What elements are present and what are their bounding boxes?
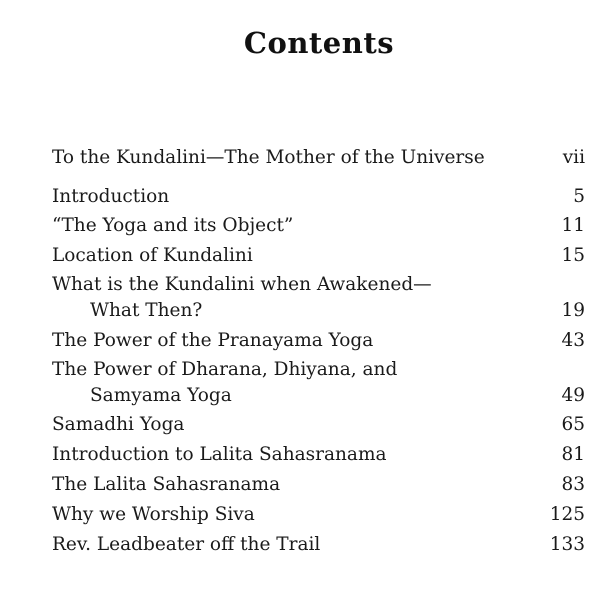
toc-entry-title: The Lalita Sahasranama	[52, 474, 281, 495]
toc-entry-title: The Power of the Pranayama Yoga	[52, 330, 374, 351]
toc-entry-page: 43	[561, 330, 585, 351]
toc-entry-title: Rev. Leadbeater off the Trail	[52, 534, 321, 555]
toc-entry-page: 125	[549, 504, 585, 525]
toc-entry-page: 5	[573, 186, 585, 207]
toc-entry	[52, 412, 585, 438]
toc-entry-page: 15	[561, 245, 585, 266]
toc-entry-title: Samadhi Yoga	[52, 414, 185, 435]
toc-entry-page: 133	[549, 534, 585, 555]
toc-entry	[52, 184, 585, 210]
toc-entry-page: 19	[561, 300, 585, 321]
toc-entry-page: 65	[561, 414, 585, 435]
toc-entry-page: 49	[561, 385, 585, 406]
toc-entry	[52, 145, 585, 171]
page-title: Contents	[243, 26, 395, 60]
toc-entry	[52, 532, 585, 558]
toc-entry	[52, 502, 585, 528]
toc-entry-title: To the Kundalini—The Mother of the Universe	[52, 147, 485, 168]
toc-entry	[52, 213, 585, 239]
toc-entry	[52, 328, 585, 354]
toc-entry	[52, 472, 585, 498]
toc-entry-title: The Power of Dharana, Dhiyana, and Samyama Yoga	[52, 359, 398, 406]
toc-entry-title: Introduction to Lalita Sahasranama	[52, 444, 387, 465]
toc-entry-page: vii	[562, 147, 585, 168]
toc-entry	[52, 272, 585, 324]
toc-entry	[52, 243, 585, 269]
toc-entry-page: 83	[561, 474, 585, 495]
toc-entry-page: 11	[561, 215, 585, 236]
toc-entry-title: What is the Kundalini when Awakened— What Then?	[52, 274, 432, 321]
toc-entry-title: “The Yoga and its Object”	[52, 215, 294, 236]
toc-entry	[52, 442, 585, 468]
toc-entry-title: Introduction	[52, 186, 170, 207]
toc-entry	[52, 357, 585, 409]
toc-entry-title: Location of Kundalini	[52, 245, 253, 266]
toc-entry-page: 81	[561, 444, 585, 465]
toc-entry-title: Why we Worship Siva	[52, 504, 255, 525]
